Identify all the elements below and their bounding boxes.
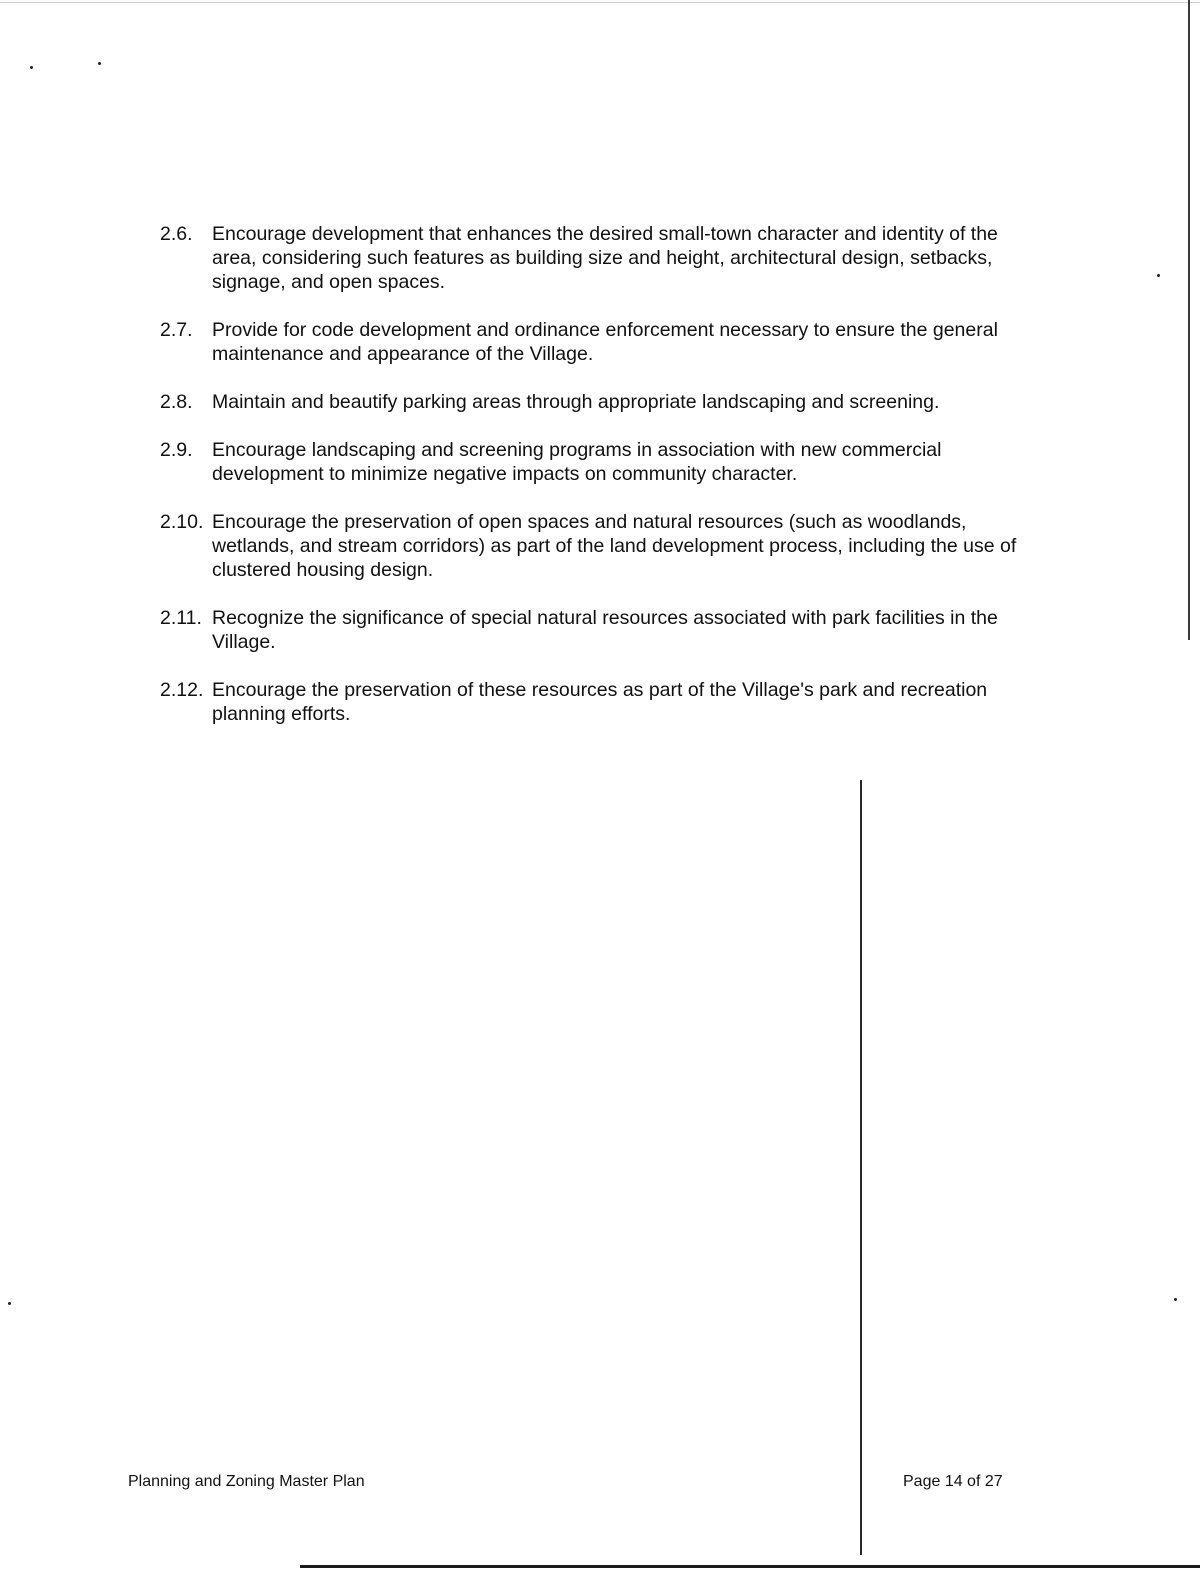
scan-edge-top — [0, 2, 1200, 3]
item-number: 2.7. — [160, 319, 193, 341]
item-number: 2.11. — [160, 607, 202, 629]
scan-speck — [30, 66, 33, 69]
list-item — [160, 606, 1040, 654]
scan-edge-right — [1188, 0, 1190, 640]
item-number: 2.8. — [160, 391, 193, 413]
item-text: Provide for code development and ordinance enforcement necessary to ensure the general maintenance and appearance of the Village. — [212, 319, 998, 365]
item-number: 2.10. — [160, 511, 204, 533]
scan-edge-bottom — [300, 1565, 1200, 1568]
item-text: Encourage the preservation of these resources as part of the Village's park and recreation planning efforts. — [212, 679, 988, 725]
list-item — [160, 318, 1040, 366]
item-text: Recognize the significance of special natural resources associated with park facilities in the Village. — [212, 607, 998, 653]
objectives-list — [160, 222, 1040, 750]
list-item — [160, 438, 1040, 486]
scan-speck — [1174, 1298, 1177, 1301]
vertical-rule — [860, 780, 862, 1555]
footer-document-title: Planning and Zoning Master Plan — [128, 1473, 365, 1490]
item-text: Encourage landscaping and screening programs in association with new commercial development to minimize negative impacts on community character. — [212, 439, 942, 485]
scan-speck — [1157, 274, 1160, 277]
item-text: Encourage the preservation of open spaces and natural resources (such as woodlands, wetlands, and stream corridors) as part of the land development process, including the use of clustered housing design. — [212, 511, 1017, 581]
scan-speck — [98, 62, 101, 65]
item-number: 2.9. — [160, 439, 193, 461]
item-text: Encourage development that enhances the desired small-town character and identity of the area, considering such features as building size and height, architectural design, setbacks, signage, and open spaces. — [212, 223, 998, 293]
item-number: 2.12. — [160, 679, 204, 701]
item-text: Maintain and beautify parking areas through appropriate landscaping and screening. — [212, 391, 940, 413]
list-item — [160, 222, 1040, 294]
item-number: 2.6. — [160, 223, 193, 245]
list-item — [160, 678, 1040, 726]
scan-speck — [8, 1302, 11, 1305]
list-item — [160, 390, 1040, 414]
footer-page-number: Page 14 of 27 — [903, 1473, 1003, 1490]
list-item — [160, 510, 1040, 582]
